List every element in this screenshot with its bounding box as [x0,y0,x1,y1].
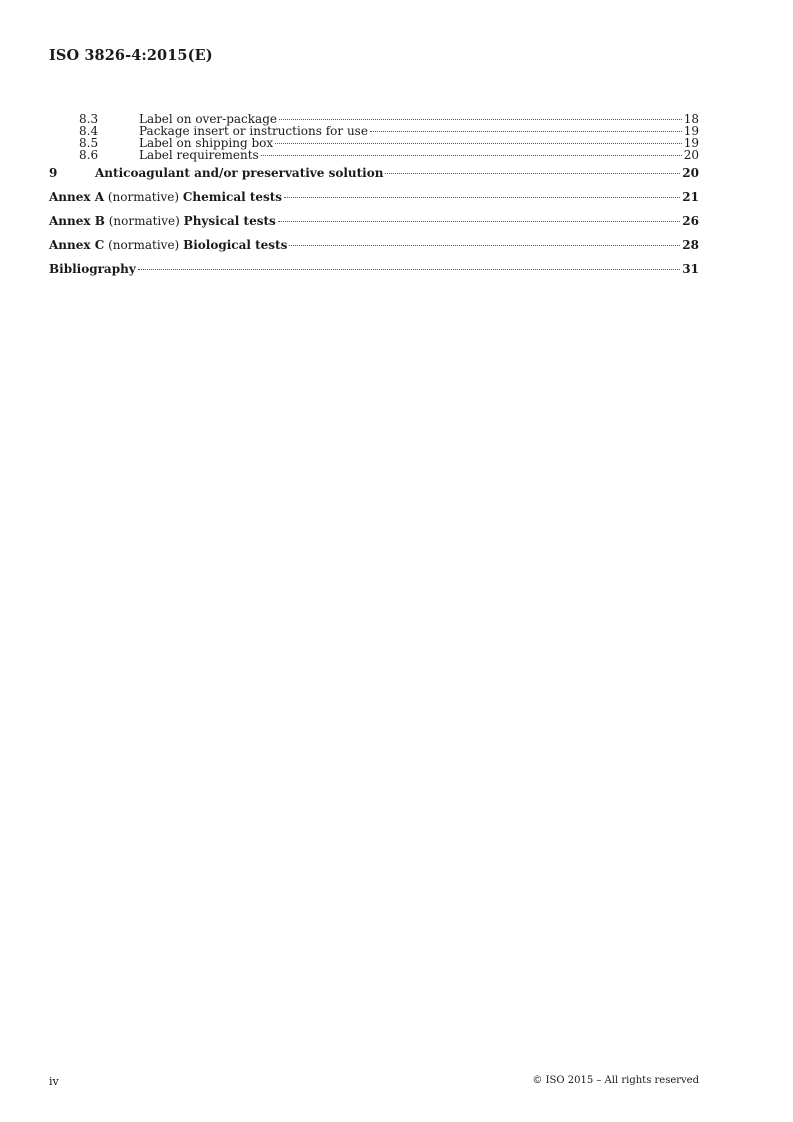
toc-entry-page: 26 [682,214,699,228]
toc-entry-title: Label on over-package [139,112,277,126]
annex-type: (normative) [107,190,180,204]
dot-leader [261,155,682,156]
table-of-contents [49,113,699,281]
dot-leader [385,173,680,174]
toc-entry-annex-b[interactable] [49,209,699,233]
annex-title: Physical tests [183,214,276,228]
annex-type: (normative) [108,238,180,252]
toc-entry-page: 19 [683,124,699,138]
dot-leader [370,131,682,132]
footer-page-number: iv [49,1075,59,1088]
document-header-title: ISO 3826-4:2015(E) [49,47,213,64]
footer-copyright: © ISO 2015 – All rights reserved [532,1075,699,1086]
annex-label: Annex A [49,190,105,204]
toc-entry-8-6[interactable] [49,149,699,161]
toc-entry-number: 8.3 [79,112,99,126]
dot-leader [279,119,682,120]
toc-entry-page: 18 [683,112,699,126]
dot-leader [289,245,680,246]
toc-entry-page: 31 [682,262,699,276]
toc-entry-page: 19 [683,136,699,150]
toc-entry-number: 8.5 [79,136,99,150]
toc-entry-title: Label on shipping box [139,136,274,150]
toc-entry-bibliography[interactable] [49,257,699,281]
annex-label: Annex C [49,238,105,252]
toc-entry-title: Package insert or instructions for use [139,124,368,138]
toc-entry-page: 28 [682,238,699,252]
toc-entry-title: Anticoagulant and/or preservative solution [95,166,384,180]
dot-leader [284,197,680,198]
toc-entry-title: Label requirements [139,148,259,162]
toc-entry-number: 8.4 [79,124,99,138]
dot-leader [278,221,681,222]
annex-type: (normative) [108,214,180,228]
annex-label: Annex B [49,214,105,228]
toc-entry-number: 8.6 [79,148,99,162]
toc-entry-clause-9[interactable] [49,161,699,185]
toc-entry-annex-c[interactable] [49,233,699,257]
annex-title: Biological tests [183,238,288,252]
toc-entry-title: Bibliography [49,262,136,276]
toc-entry-number: 9 [49,166,58,180]
toc-entry-page: 20 [683,148,699,162]
toc-entry-annex-a[interactable] [49,185,699,209]
dot-leader [138,269,681,270]
toc-entry-page: 21 [682,190,699,204]
toc-entry-page: 20 [682,166,699,180]
dot-leader [275,143,682,144]
annex-title: Chemical tests [182,190,283,204]
